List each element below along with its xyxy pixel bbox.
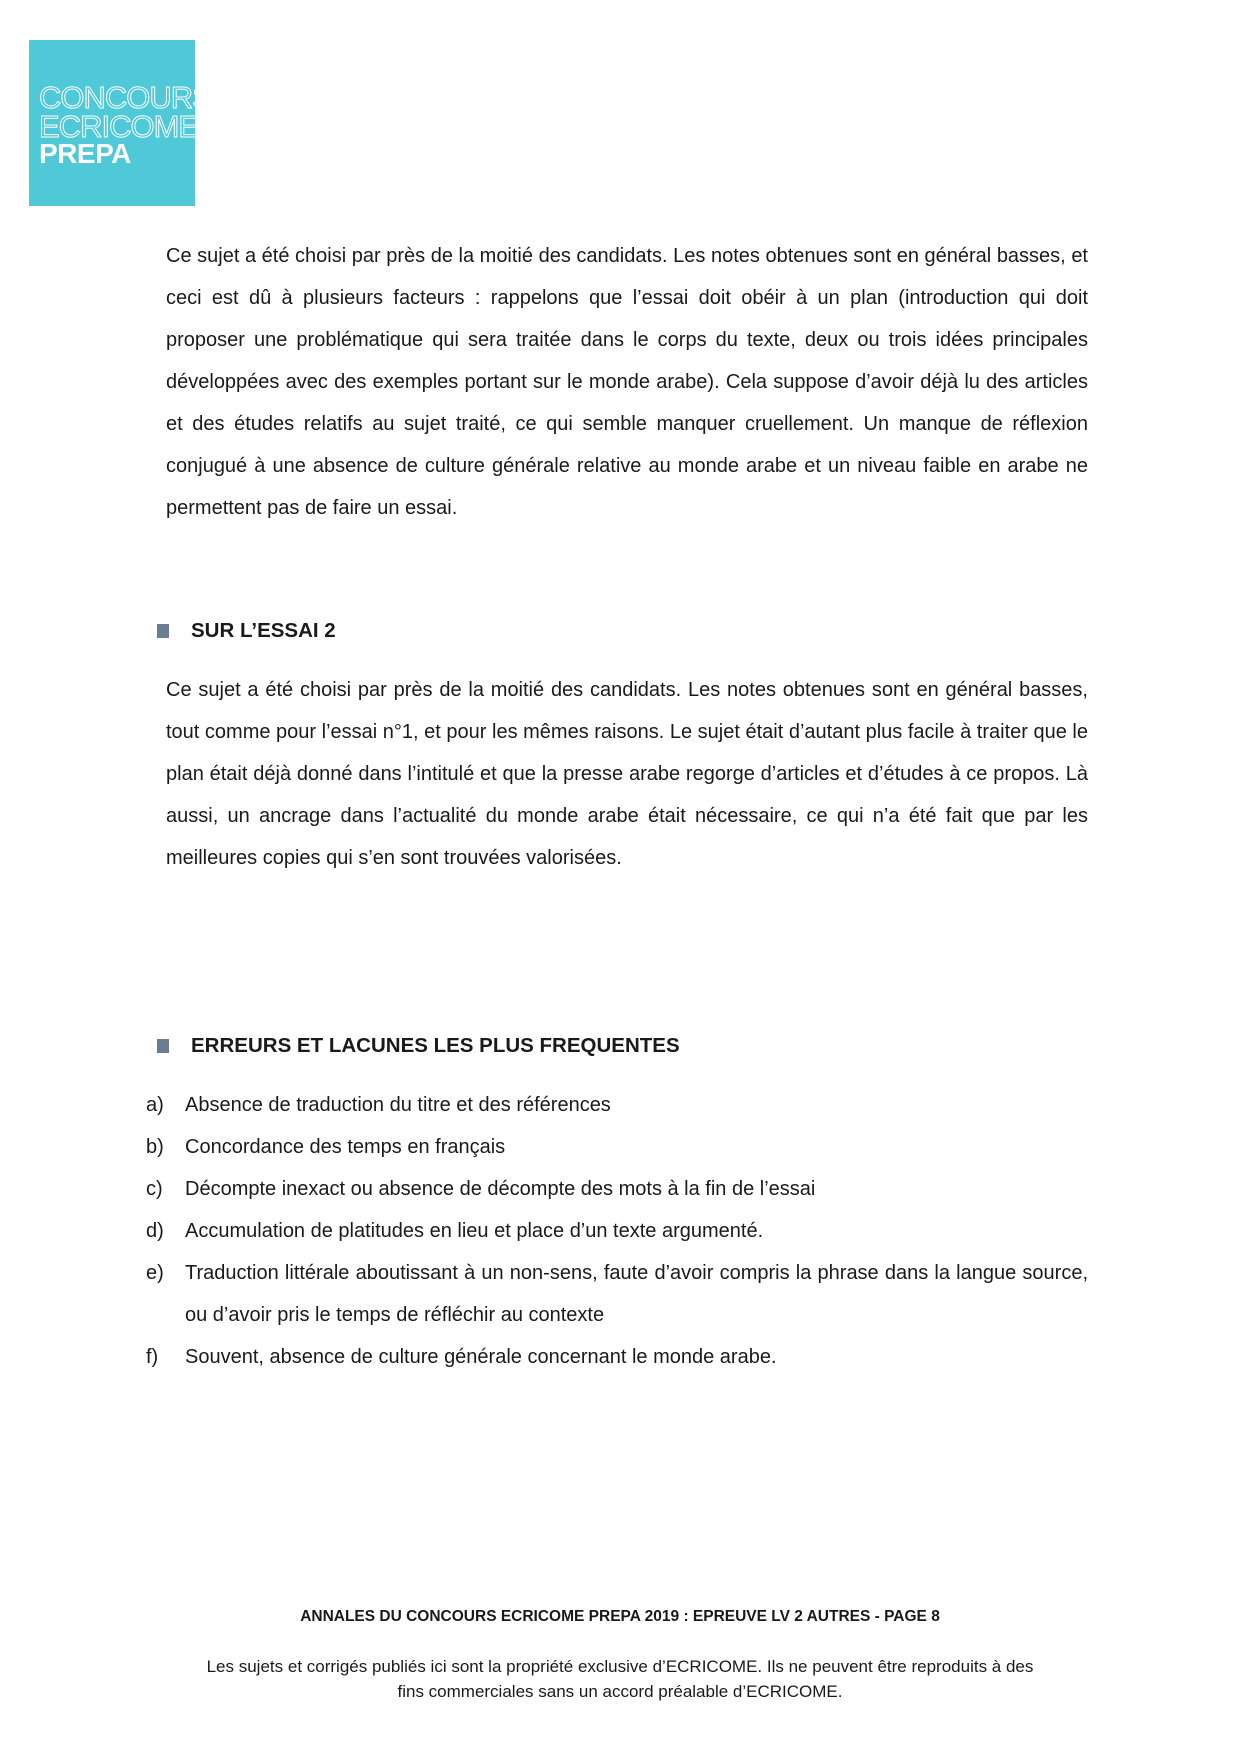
heading-bullet-icon [157,624,169,638]
footer-note-line-1: Les sujets et corrigés publiés ici sont la propriété exclusive d’ECRICOME. Ils ne peuvent être reproduits à des [206,1657,1034,1676]
footer-copyright-note [150,1654,1090,1704]
list-item [146,1252,1088,1336]
logo-line-ecricome: ECRICOME [39,109,199,144]
list-item-text: Concordance des temps en français [185,1136,506,1158]
heading-essai-2-label: SUR L’ESSAI 2 [191,619,336,642]
list-marker: c) [146,1178,163,1200]
logo-line-concours: CONCOURS [39,80,212,115]
footer-note-line-2: fins commerciales sans un accord préalable d’ECRICOME. [397,1682,843,1701]
list-item-text: Décompte inexact ou absence de décompte des mots à la fin de l’essai [185,1178,816,1200]
ecricome-logo [29,40,212,206]
list-item-text: Absence de traduction du titre et des références [185,1094,611,1116]
heading-errors-label: ERREURS ET LACUNES LES PLUS FREQUENTES [191,1034,680,1057]
list-item [146,1336,1088,1378]
list-marker: b) [146,1136,164,1158]
list-item [146,1210,1088,1252]
list-item [146,1126,1088,1168]
list-item-text: Traduction littérale aboutissant à un non-sens, faute d’avoir compris la phrase dans la langue source, ou d’avoir pris le temps de réfléchir au contexte [185,1262,1088,1326]
list-marker: e) [146,1262,164,1284]
footer-title: ANNALES DU CONCOURS ECRICOME PREPA 2019 : EPREUVE LV 2 AUTRES - PAGE 8 [300,1608,940,1625]
errors-list [146,1084,1088,1378]
intro-paragraph: Ce sujet a été choisi par près de la moitié des candidats. Les notes obtenues sont en général basses, et ceci est dû à plusieurs facteurs : rappelons que l’essai doit obéir à un plan (introduction qui doit proposer une problématique qui sera traitée dans le corps du texte, deux ou trois idées principales développées avec des exemples portant sur le monde arabe). Cela suppose d’avoir déjà lu des articles et des études relatifs au sujet traité, ce qui semble manquer cruellement. Un manque de réflexion conjugué à une absence de culture générale relative au monde arabe et un niveau faible en arabe ne permettent pas de faire un essai. [166,245,1088,519]
heading-errors [157,1034,680,1058]
essai-2-paragraph: Ce sujet a été choisi par près de la moitié des candidats. Les notes obtenues sont en général basses, tout comme pour l’essai n°1, et pour les mêmes raisons. Le sujet était d’autant plus facile à traiter que le plan était déjà donné dans l’intitulé et que la presse arabe regorge d’articles et d’études à ce propos. Là aussi, un ancrage dans l’actualité du monde arabe était nécessaire, ce qui n’a été fait que par les meilleures copies qui s’en sont trouvées valorisées. [166,679,1088,869]
list-item-text: Souvent, absence de culture générale concernant le monde arabe. [185,1346,777,1368]
logo-line-prepa: PREPA [39,138,131,169]
list-item [146,1168,1088,1210]
list-marker: d) [146,1220,164,1242]
list-item [146,1084,1088,1126]
heading-essai-2 [157,619,336,643]
heading-bullet-icon [157,1039,169,1053]
list-marker: f) [146,1346,159,1368]
list-marker: a) [146,1094,164,1116]
list-item-text: Accumulation de platitudes en lieu et place d’un texte argumenté. [185,1220,764,1242]
